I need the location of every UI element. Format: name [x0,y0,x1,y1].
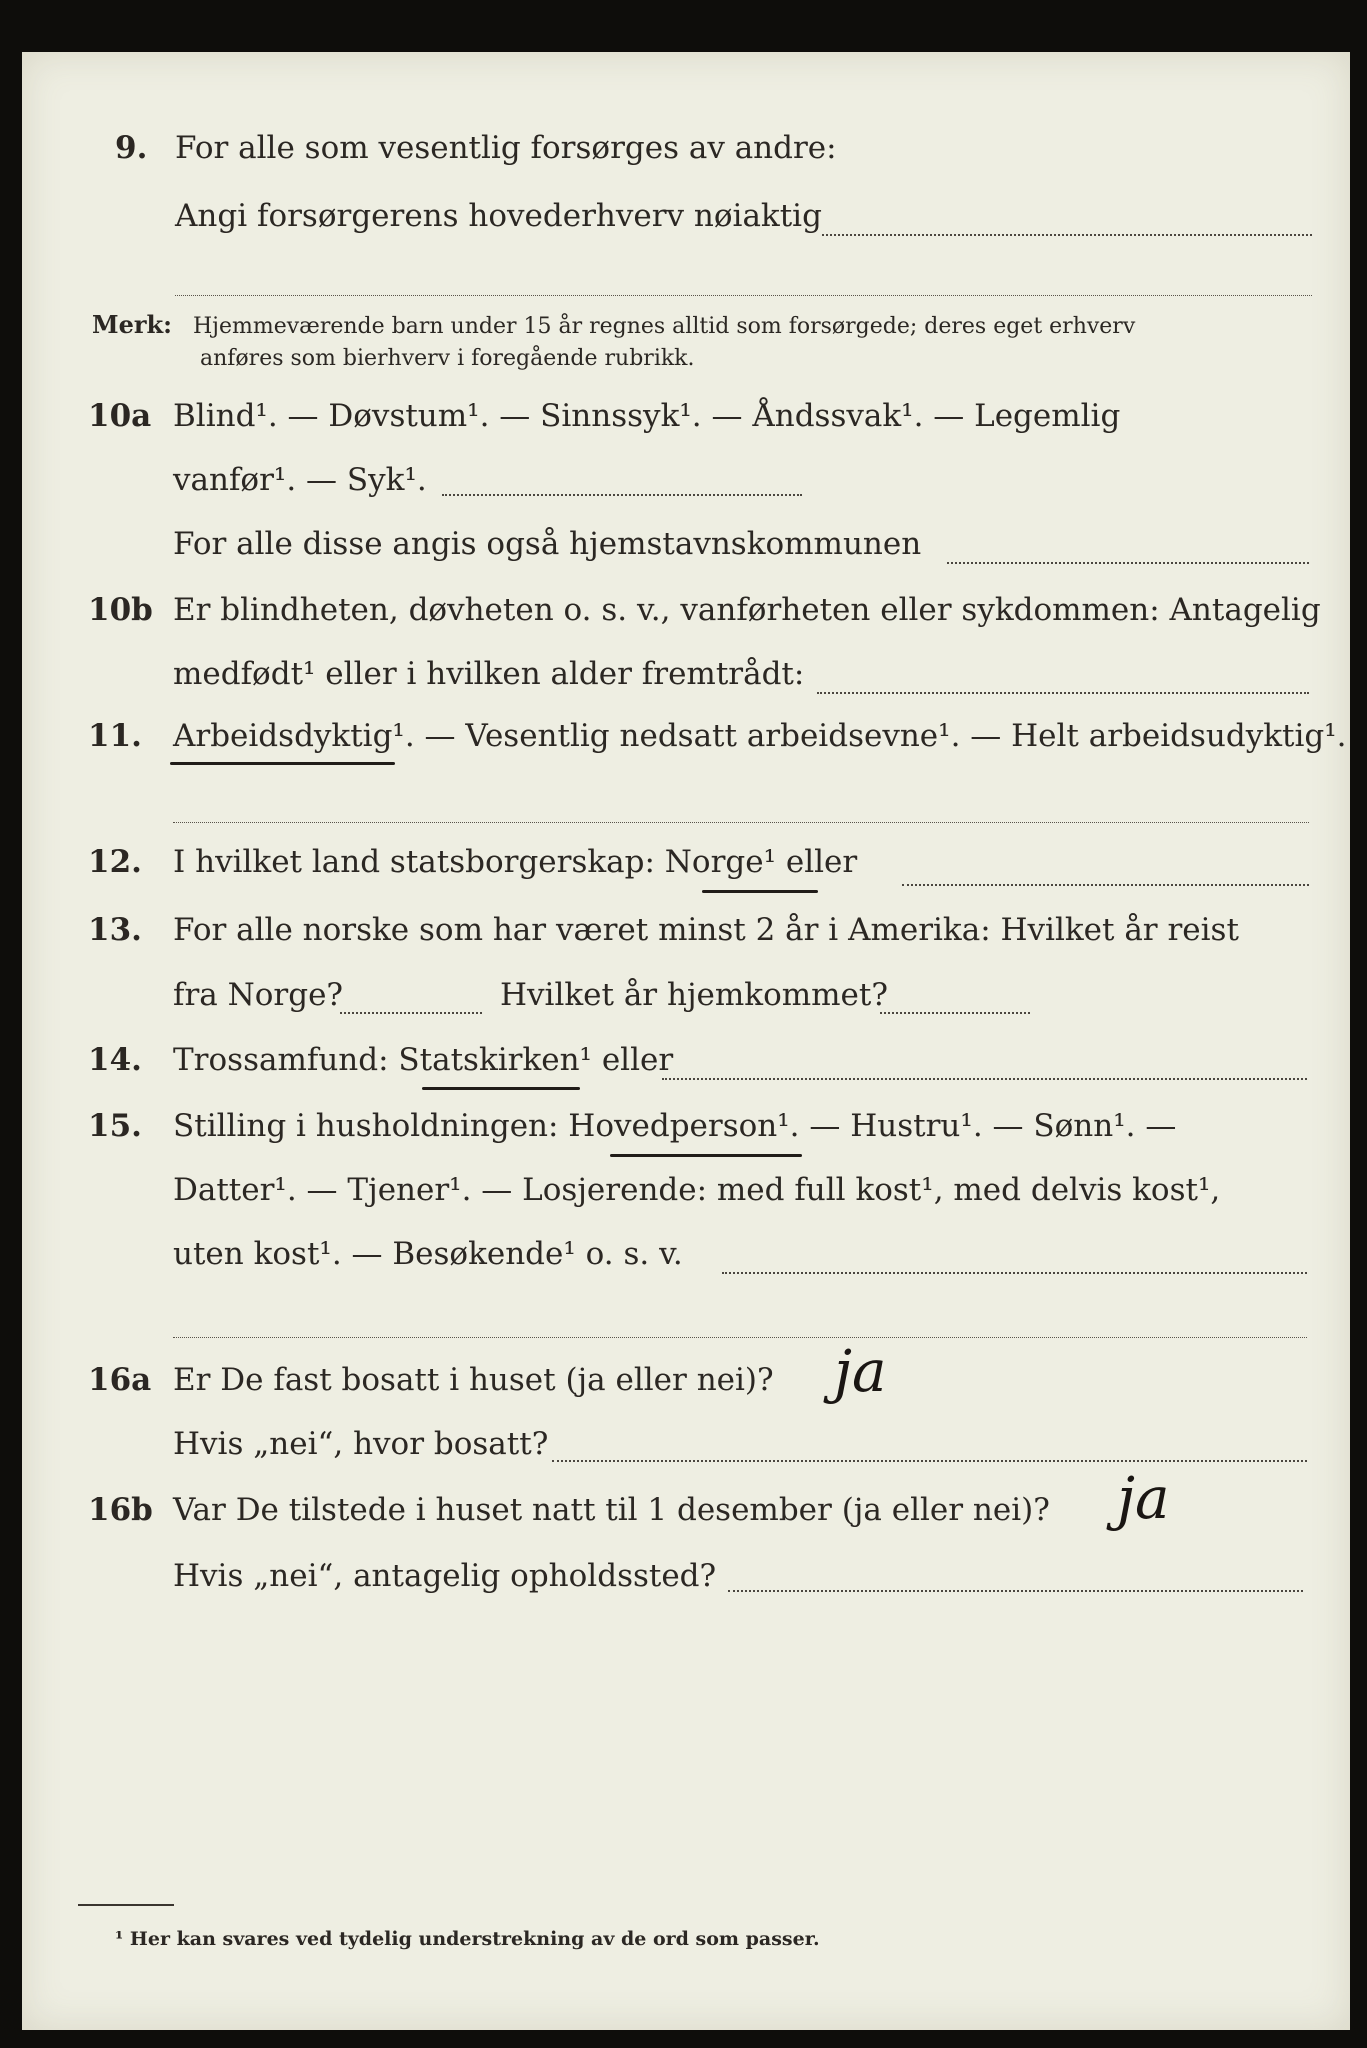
q12-underline-norge [702,890,818,893]
q14-underline-statskirken [422,1087,580,1090]
q16a-handwritten-answer[interactable]: ja [834,1337,887,1405]
q13-line2b: Hvilket år hjemkommet? [500,977,888,1013]
q16a-line2: Hvis „nei“, hvor bosatt? [173,1426,549,1462]
q13-number: 13. [88,912,142,948]
q15-separator [173,1337,1307,1338]
q16b-line1: Var De tilstede i huset natt til 1 desember (ja eller nei)? [173,1492,1050,1528]
q10a-line2: vanfør¹. — Syk¹. [173,462,427,498]
q15-number: 15. [88,1108,142,1144]
footnote: ¹ Her kan svares ved tydelig understrekning av de ord som passer. [115,1928,820,1950]
q9-line2: Angi forsørgerens hovederhverv nøiaktig [175,198,822,234]
census-form-page [22,52,1350,2030]
merk-note [92,310,1135,339]
q12-line1: I hvilket land statsborgerskap: Norge¹ eller [173,844,858,880]
q11-underline-arbeidsdyktig [170,762,395,765]
q15-answer-line[interactable] [722,1272,1307,1274]
footnote-rule [78,1904,174,1906]
q16b-line2: Hvis „nei“, antagelig opholdssted? [173,1558,717,1594]
q15-line2: Datter¹. — Tjener¹. — Losjerende: med full kost¹, med delvis kost¹, [173,1172,1221,1208]
q9-answer-line[interactable] [822,234,1312,236]
q11-line1: Arbeidsdyktig¹. — Vesentlig nedsatt arbeidsevne¹. — Helt arbeidsudyktig¹. [173,718,1347,754]
q14-answer-line[interactable] [662,1078,1307,1080]
q15-underline-hovedperson [610,1154,802,1157]
q10b-line2: medfødt¹ eller i hvilken alder fremtrådt: [173,656,805,692]
merk-line1: Hjemmeværende barn under 15 år regnes alltid som forsørgede; deres eget erhverv [192,314,1136,339]
q14-number: 14. [88,1042,142,1078]
q10b-answer-line[interactable] [817,692,1309,694]
q13-reist-line[interactable] [340,1012,482,1014]
q15-line1: Stilling i husholdningen: Hovedperson¹. — Hustru¹. — Sønn¹. — [173,1108,1177,1144]
q10a-kommune-line[interactable] [947,562,1309,564]
q9-line1: For alle som vesentlig forsørges av andre: [175,130,837,166]
q13-line2a: fra Norge? [173,977,344,1013]
q14-line1: Trossamfund: Statskirken¹ eller [173,1042,674,1078]
q10b-line1: Er blindheten, døvheten o. s. v., vanførheten eller sykdommen: Antagelig [173,592,1321,628]
merk-label: Merk: [92,310,172,339]
q16b-opholdssted-line[interactable] [728,1590,1303,1592]
q13-hjemkommet-line[interactable] [880,1012,1030,1014]
q10a-number: 10a [88,398,152,434]
q10a-syk-line[interactable] [442,494,802,496]
q10a-line3: For alle disse angis også hjemstavnskommunen [173,526,922,562]
q13-line1: For alle norske som har været minst 2 år i Amerika: Hvilket år reist [173,912,1239,948]
q10a-line1: Blind¹. — Døvstum¹. — Sinnssyk¹. — Åndssvak¹. — Legemlig [173,398,1121,434]
q16a-number: 16a [88,1362,152,1398]
q9-number: 9. [115,130,148,166]
q16b-number: 16b [88,1492,153,1528]
q16a-bosatt-line[interactable] [552,1460,1307,1462]
q10b-number: 10b [88,592,153,628]
q15-line3: uten kost¹. — Besøkende¹ o. s. v. [173,1236,683,1272]
q9-separator [175,295,1312,296]
q11-separator [173,822,1309,823]
q12-answer-line[interactable] [902,884,1309,886]
q16b-handwritten-answer[interactable]: ja [1117,1464,1170,1532]
q16a-line1: Er De fast bosatt i huset (ja eller nei)? [173,1362,774,1398]
q11-number: 11. [88,718,142,754]
merk-line2: anføres som bierhverv i foregående rubrikk. [200,346,695,371]
q12-number: 12. [88,844,142,880]
